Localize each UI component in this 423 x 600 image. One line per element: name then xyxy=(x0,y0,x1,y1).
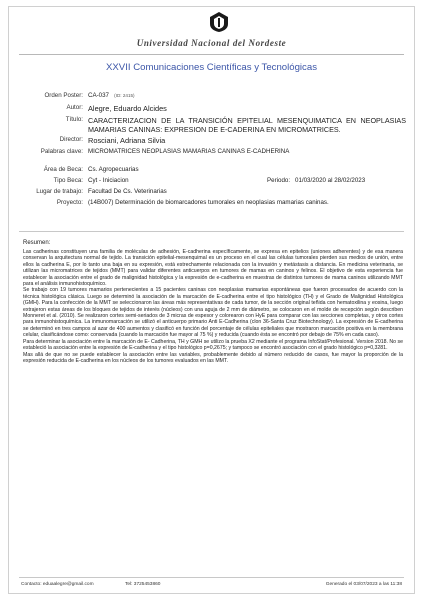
congress-title: XXVII Comunicaciones Científicas y Tecnológicas xyxy=(106,62,317,73)
resumen-paragraph: Las cadherinas constituyen una familia de moléculas de adhesión, E-cadherina específicamente, se expresa en epitelios (uniones adherentes) y de esa manera conservan la arquitectura normal de tejido. La transición epitelial-mesenquimal es un proceso en el cual las células tumorales pierden sus medios de unión, entre ellos la cadherina E, por lo tanto una baja en su expresión, está estrechamente relacionada con la invasión y metástasis a distancia. En medicina veterinaria, se utilizan las micromatrices de tejidos (MMT) para validar diferentes anticuerpos en tumores de mamas en caninos y felinos. El objetivo de esta experiencia fue establecer la asociación entre el grado de malignidad histológica y la expresión de e-cadherina en muestras de distintos tumores de mama caninos utilizando MMT para el análisis inmunohistoquímico. xyxy=(23,249,403,288)
resumen-paragraph: Mas allá de que no se puede establecer la asociación entre las variables, probablemente debido al número reducido de casos, fue mayor la proporción de la expresión reducida de E-cadherina en los núcleos de los tumores evaluados en las MMT. xyxy=(23,351,403,364)
area-label: Área de Beca: xyxy=(43,166,83,173)
university-name: Universidad Nacional del Nordeste xyxy=(136,38,287,48)
orden-id: (ID: 2415) xyxy=(114,93,135,98)
director-label: Director: xyxy=(59,136,83,143)
tipo-label: Tipo Beca: xyxy=(53,177,83,184)
resumen-body xyxy=(23,249,403,364)
footer-generated: Generado el 03/07/2023 a las 11:38 xyxy=(325,582,402,587)
lugar-label: Lugar de trabajo: xyxy=(36,188,83,195)
area-value: Cs. Agropecuarias xyxy=(88,166,139,173)
palabras-label: Palabras clave: xyxy=(40,148,83,155)
orden-value xyxy=(88,92,135,100)
resumen-label: Resumen: xyxy=(23,240,51,246)
tipo-value: Cyt - Iniciacion xyxy=(88,177,129,184)
university-logo-icon xyxy=(207,11,231,33)
footer-tel: Tel: 3725453860 xyxy=(125,582,161,587)
palabras-value: MICROMATRICES NEOPLASIAS MAMARIAS CANINAS E-CADHERINA xyxy=(88,148,290,155)
header-divider xyxy=(19,54,404,55)
director-value: Rosciani, Adriana Silvia xyxy=(88,136,166,145)
resumen-paragraph: Se trabajo con 19 tumores mamarios pertenecientes a 15 pacientes caninas con neoplasias mamarias espontáneas que fueron procesados de acuerdo con la técnica histológica clásica. Luego se determinó la asociación de la marcación de E-cadherina entre el tipo histológico (TH) y el Grado de Malignidad Histológica (GMH). Para la confección de la MMT se seleccionaron las áreas más representativas de cada tumor, de la sección original teñida con hematoxilina y eosina, luego extrajeron estas áreas de los bloques de tejidos de interés (núcleos) con una aguja de 2 mm de diámetro, se colocaron en el molde de recepción según describen Monneret et al. (2010). Se realizaron cortes semi-seriados de 3 micras de espesor y colorearon con HyE para comparar con las secciones completas, y otros cortes para inmunohistoquímica. La inmunomarcación se utilizó el anticuerpo primario Anti E-Cadherina (clon 36-Santa Cruz Biotechnology). La expresión de E-cadherina se determinó en tres campos al azar de 400 aumentos y clasificó en función del porcentaje de células epiteliales que mostraron marcación positiva en la membrana celular, clasificándose como: conservada (cuando la marcación fue mayor al 75 %) y reducida (cuando ésta se encontró por debajo de 75% en cada caso). xyxy=(23,287,403,339)
section-divider xyxy=(19,231,404,232)
periodo-value: 01/03/2020 al 28/02/2023 xyxy=(295,177,366,184)
titulo-label: Título: xyxy=(65,116,83,123)
lugar-value: Facultad De Cs. Veterinarias xyxy=(88,188,167,195)
poster-document xyxy=(8,6,415,594)
proyecto-value: (14B007) Determinación de biomarcadores tumorales en neoplasias mamarias caninas. xyxy=(88,199,329,206)
autor-label: Autor: xyxy=(66,104,83,111)
resumen-paragraph: Para determinar la asociación entre la marcación de E- Cadherina, TH y GMH se utilizo la prueba X2 mediante el programa InfoStat/Profesional. Version 2018. No se estableció la asociación entre la expresión de E-cadherina y el tipo histológico p=0,2675; y tampoco se encontró asociación con el grado histológico p=0,3281. xyxy=(23,338,403,352)
autor-value: Alegre, Eduardo Alcides xyxy=(88,104,167,113)
orden-label: Orden Poster: xyxy=(44,92,83,99)
footer-contact: Contacto: eduaalegre@gmail.com xyxy=(21,582,94,587)
periodo-label: Periodo: xyxy=(267,177,291,184)
proyecto-label: Proyecto: xyxy=(56,199,83,206)
orden-code: CA-037 xyxy=(88,92,109,99)
footer-divider xyxy=(19,577,404,578)
titulo-value: CARACTERIZACION DE LA TRANSICIÓN EPITELIAL MESENQUIMATICA EN NEOPLASIAS MAMARIAS CANINAS: EXPRESION DE E-CADERINA EN MICROMATRICES. xyxy=(88,116,406,135)
